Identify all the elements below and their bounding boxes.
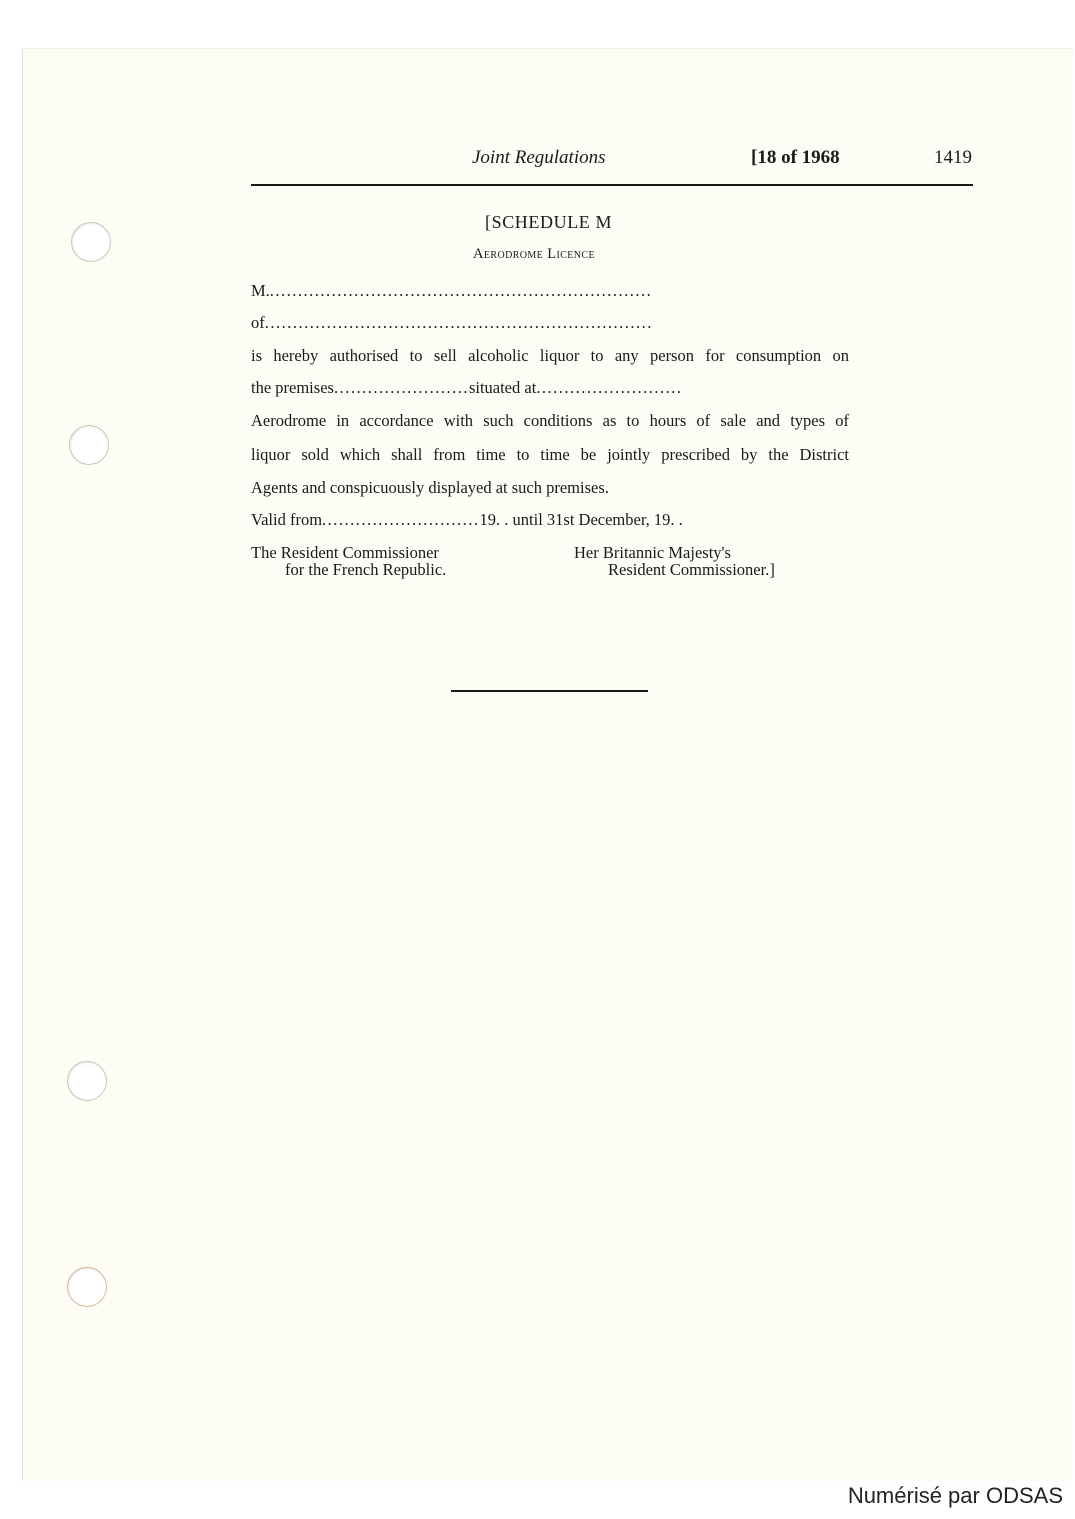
schedule-subtitle: Aerodrome Licence <box>473 246 595 262</box>
running-title: Joint Regulations <box>472 147 606 168</box>
name-blank: .................................................................... <box>269 281 653 300</box>
form-line-name <box>251 281 849 301</box>
form-line-premises <box>251 378 849 398</box>
page-number: 1419 <box>934 147 972 168</box>
signature-french-line2: for the French Republic. <box>285 560 447 579</box>
form-line-liquor: liquor sold which shall from time to time be jointly prescribed by the District <box>251 445 849 464</box>
valid-year: 19. . <box>479 510 509 529</box>
signature-french-line1: The Resident Commissioner <box>251 543 439 562</box>
premises-label: the premises <box>251 378 334 397</box>
schedule-title: [SCHEDULE M <box>485 212 613 232</box>
valid-until: until 31st December, 19. . <box>512 510 683 529</box>
binder-hole <box>67 1061 107 1101</box>
scan-watermark: Numérisé par ODSAS <box>847 1483 1063 1508</box>
signature-british-line2: Resident Commissioner.] <box>608 560 775 579</box>
binder-hole <box>71 222 111 262</box>
of-blank: ..................................................................... <box>264 313 653 332</box>
header-rule <box>251 184 973 186</box>
signature-french <box>251 544 446 578</box>
binder-hole <box>69 425 109 465</box>
situated-blank: .......................... <box>536 378 683 397</box>
form-line-valid <box>251 510 871 530</box>
premises-blank: ........................ <box>333 378 469 397</box>
form-line-of <box>251 313 849 333</box>
binder-hole <box>67 1267 107 1307</box>
signature-british <box>574 544 775 578</box>
signature-british-line1: Her Britannic Majesty's <box>574 543 731 562</box>
valid-label: Valid from <box>251 510 323 529</box>
valid-blank: ............................ <box>322 510 480 529</box>
name-label: M. <box>251 281 270 300</box>
situated-label: situated at <box>468 378 537 397</box>
of-label: of <box>251 313 265 332</box>
end-rule <box>451 690 648 692</box>
form-line-authorised: is hereby authorised to sell alcoholic liquor to any person for consumption on <box>251 346 849 365</box>
form-line-aerodrome: Aerodrome in accordance with such conditions as to hours of sale and types of <box>251 411 849 430</box>
form-line-agents: Agents and conspicuously displayed at such premises. <box>251 478 609 497</box>
act-reference: [18 of 1968 <box>751 147 840 168</box>
